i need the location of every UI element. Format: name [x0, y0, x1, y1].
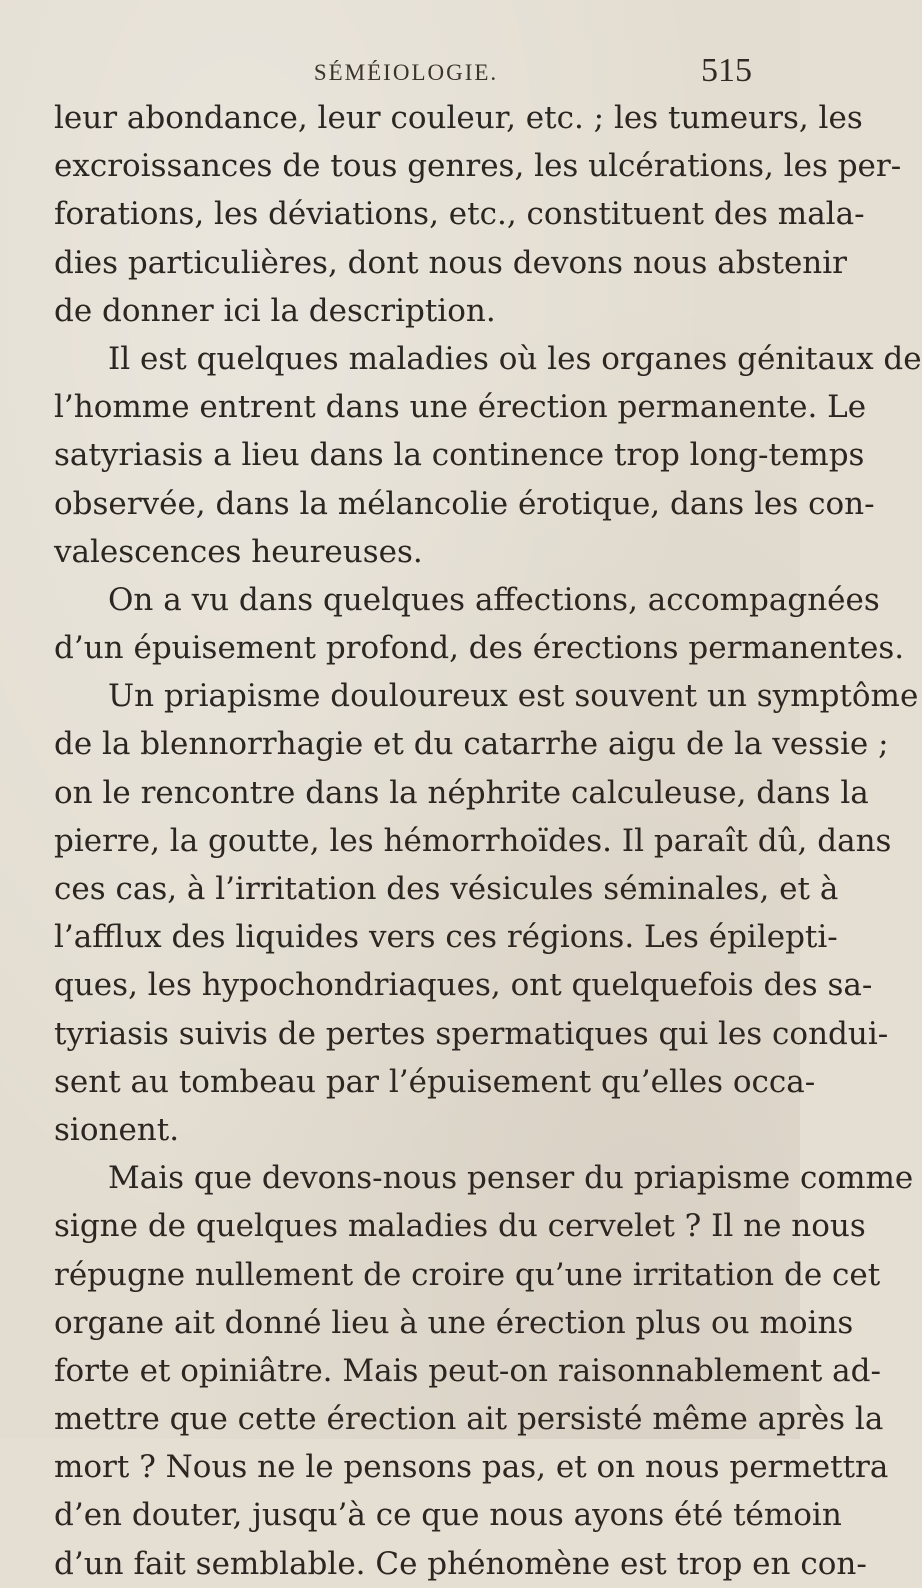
text-line: dies particulières, dont nous devons nous abstenir — [54, 244, 847, 281]
text-line: excroissances de tous genres, les ulcérations, les per- — [54, 148, 902, 185]
text-line: mort ? Nous ne le pensons pas, et on nous permettra — [54, 1449, 889, 1486]
running-title: SÉMÉIOLOGIE. — [313, 60, 499, 85]
page-number: 515 — [701, 52, 752, 89]
text-line: d’un fait semblable. Ce phénomène est trop en con- — [54, 1545, 867, 1582]
text-line: tyriasis suivis de pertes spermatiques qui les condui- — [54, 1015, 889, 1052]
text-line: forations, les déviations, etc., constituent des mala- — [54, 196, 865, 233]
text-line: Un priapisme douloureux est souvent un symptôme — [108, 678, 919, 715]
text-line: Il est quelques maladies où les organes génitaux de — [108, 340, 922, 377]
text-line: on le rencontre dans la néphrite calculeuse, dans la — [54, 774, 869, 811]
body-text — [54, 94, 922, 1588]
text-line: de donner ici la description. — [54, 292, 496, 329]
text-line: ques, les hypochondriaques, ont quelquefois des sa- — [54, 967, 873, 1004]
text-line: sionent. — [54, 1111, 180, 1148]
text-line: d’en douter, jusqu’à ce que nous ayons été témoin — [54, 1497, 842, 1534]
text-line: l’afflux des liquides vers ces régions. Les épilepti- — [54, 919, 838, 956]
text-line: de la blennorrhagie et du catarrhe aigu de la vessie ; — [54, 726, 889, 763]
text-line: satyriasis a lieu dans la continence trop long-temps — [54, 437, 865, 474]
running-head — [54, 0, 758, 88]
text-line: d’un épuisement profond, des érections permanentes. — [54, 630, 905, 667]
text-line: signe de quelques maladies du cervelet ? Il ne nous — [54, 1208, 866, 1245]
text-line: pierre, la goutte, les hémorrhoïdes. Il paraît dû, dans — [54, 822, 892, 859]
text-line: sent au tombeau par l’épuisement qu’elles occa- — [54, 1063, 816, 1100]
text-line: ces cas, à l’irritation des vésicules séminales, et à — [54, 871, 839, 907]
text-line: valescences heureuses. — [54, 533, 423, 570]
text-line: organe ait donné lieu à une érection plus ou moins — [54, 1304, 854, 1341]
text-line: leur abondance, leur couleur, etc. ; les tumeurs, les — [54, 100, 863, 136]
text-line: l’homme entrent dans une érection permanente. Le — [54, 389, 867, 426]
text-line: Mais que devons-nous penser du priapisme comme — [108, 1160, 914, 1197]
text-line: forte et opiniâtre. Mais peut-on raisonnablement ad- — [54, 1352, 881, 1389]
text-line: observée, dans la mélancolie érotique, dans les con- — [54, 485, 875, 522]
text-line: répugne nullement de croire qu’une irritation de cet — [54, 1256, 881, 1293]
text-line: mettre que cette érection ait persisté même après la — [54, 1401, 884, 1438]
text-line: On a vu dans quelques affections, accompagnées — [108, 581, 880, 618]
